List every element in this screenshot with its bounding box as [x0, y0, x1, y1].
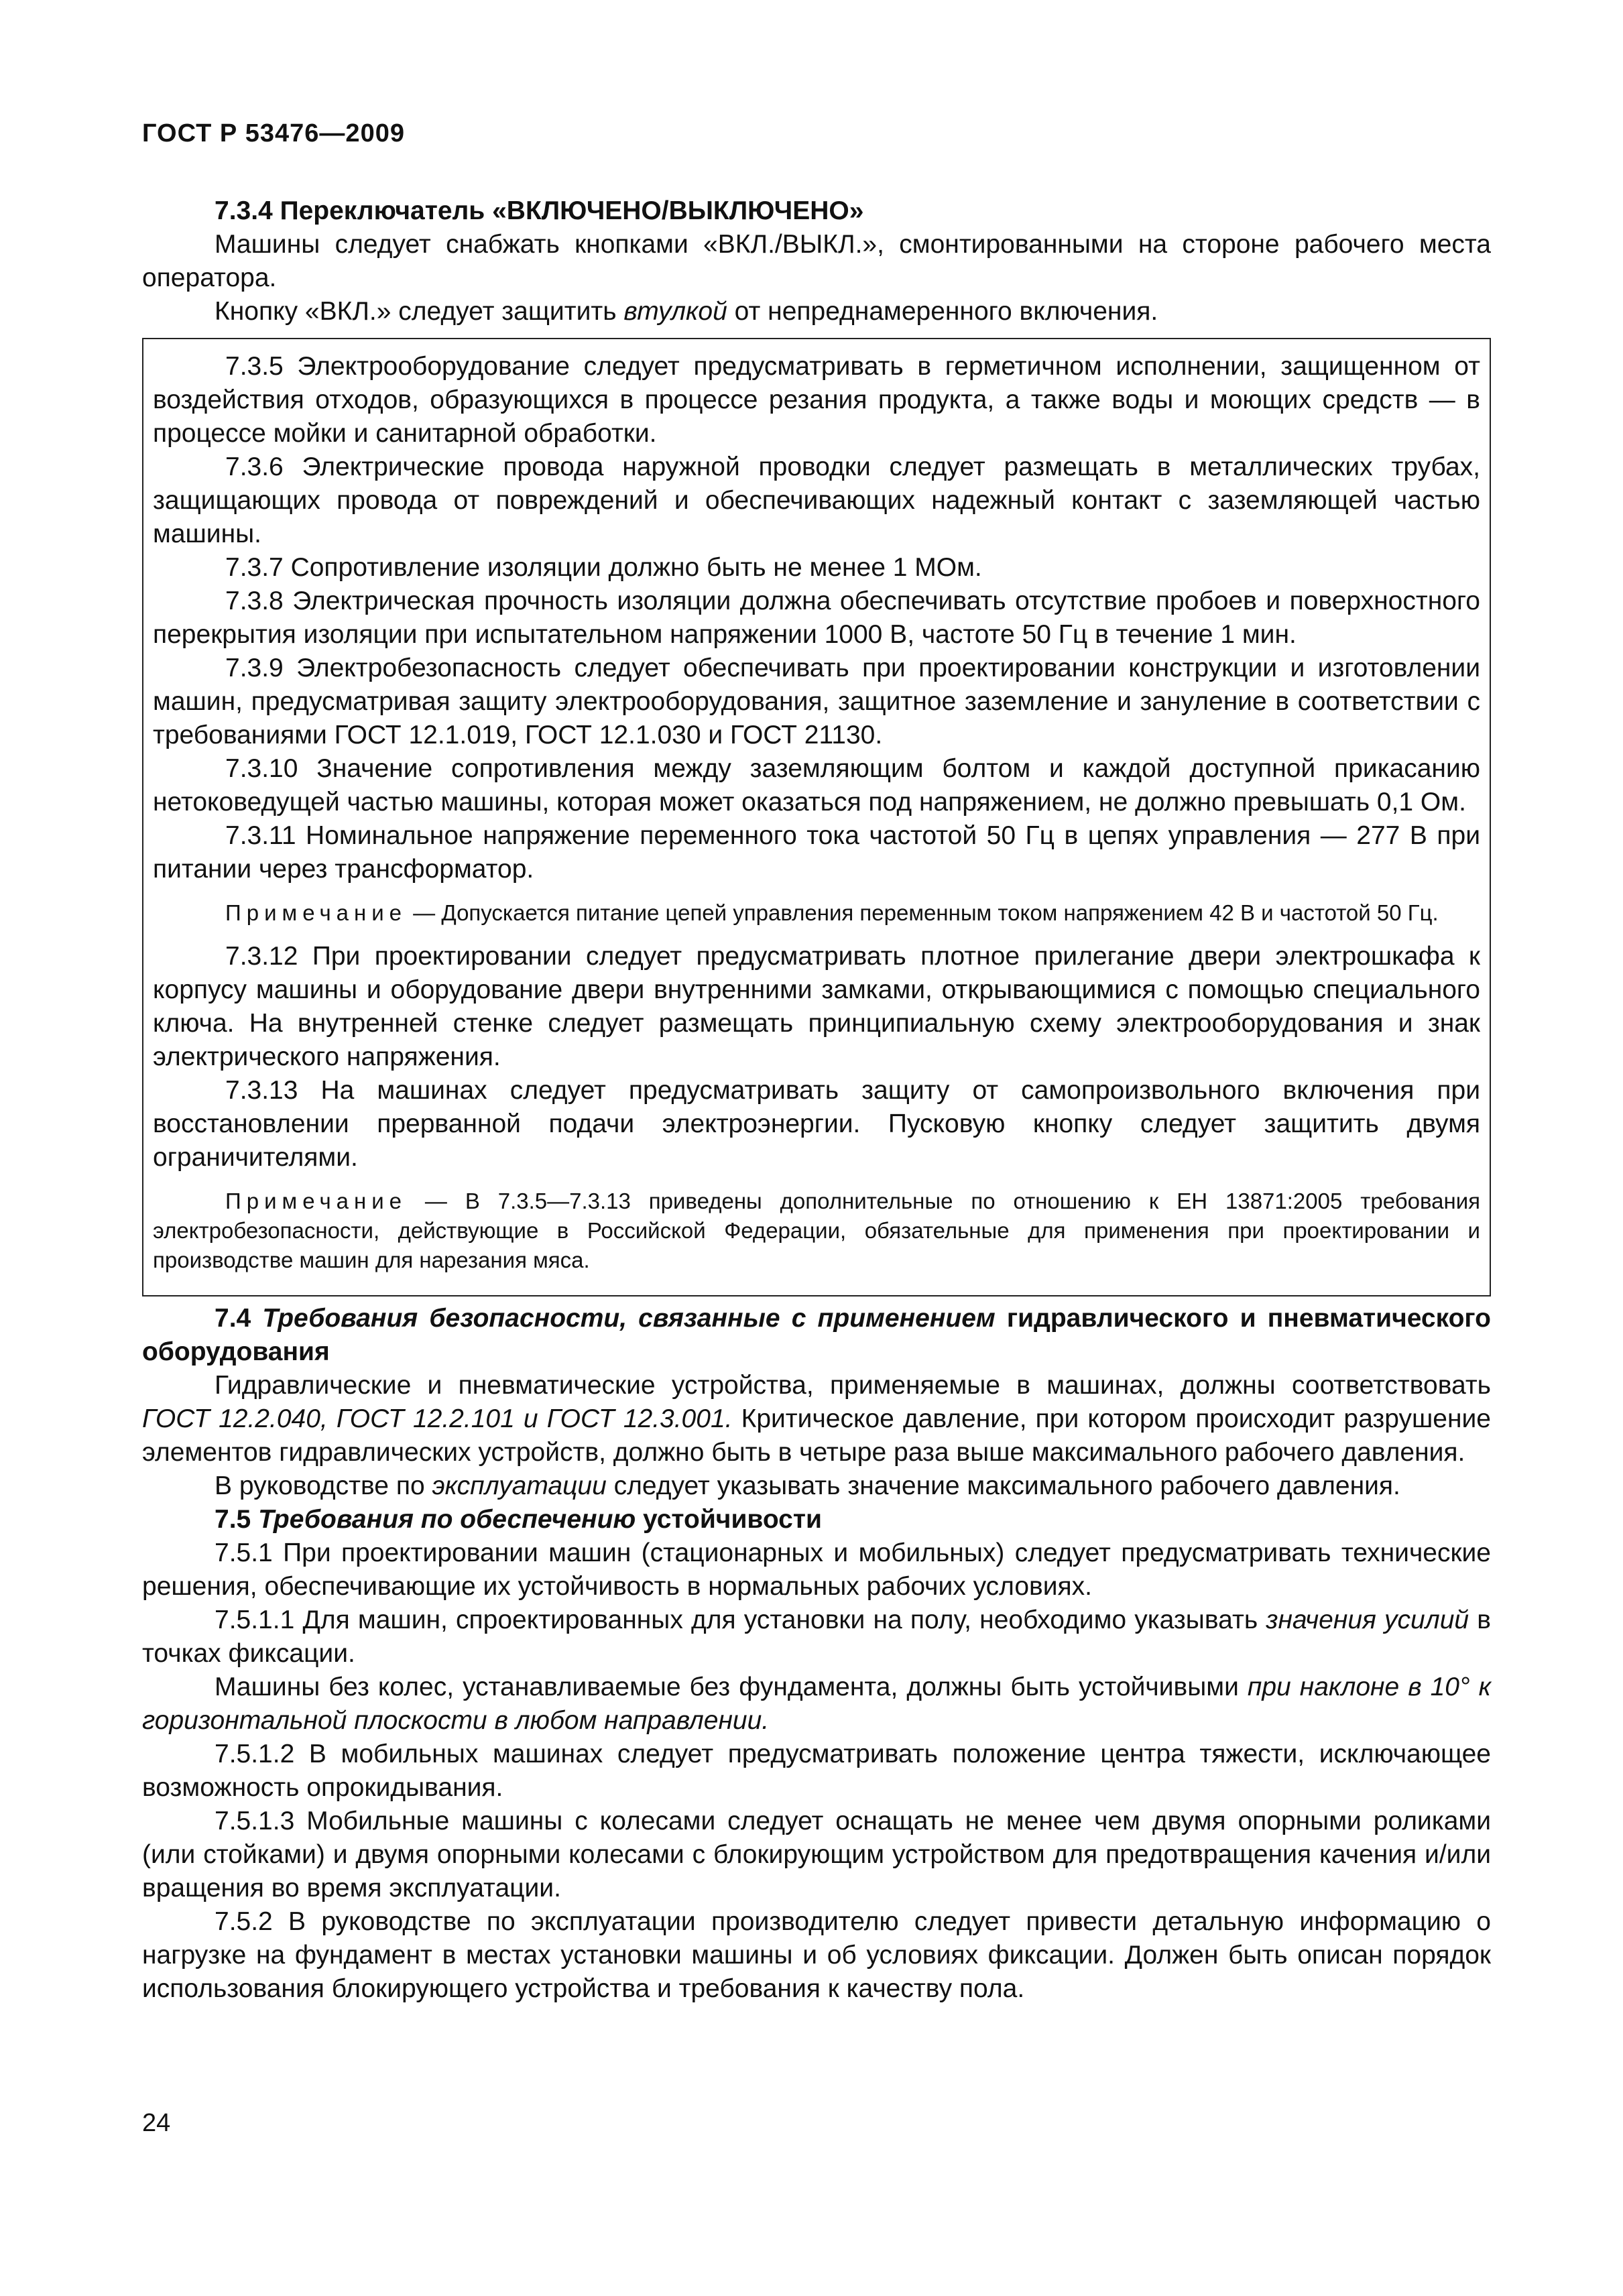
text-run: от непреднамеренного включения.: [727, 297, 1158, 326]
note-1: [153, 898, 1480, 928]
clause-7-5-1-3: 7.5.1.3 Мобильные машины с колесами следует оснащать не менее чем двумя опорными роликами (или стойками) и двумя опорными колесами с блокирующим устройством для предотвращения качения и/или вращения во время эксплуатации.: [142, 1807, 1491, 1902]
text-run: Критическое давление, при котором происходит разрушение элементов гидравлических устройств, должно быть в четыре раза выше максимального рабочего давления.: [142, 1404, 1491, 1467]
clause-7-3-12: 7.3.12 При проектировании следует предусматривать плотное прилегание двери электрошкафа к корпусу машины и оборудование двери внутренними замками, открывающимися с помощью специального ключа. На внутренней стенке следует размещать принципиальную схему электрооборудования и знак электрического напряжения.: [153, 942, 1480, 1071]
clause-7-5-1-1: [142, 1604, 1491, 1671]
italic-term: эксплуатации: [432, 1471, 607, 1500]
paragraph-machines-without-wheels: [142, 1671, 1491, 1738]
text-run: Гидравлические и пневматические устройства, применяемые в машинах, должны соответствовать: [215, 1371, 1491, 1400]
clause-7-5-1: 7.5.1 При проектировании машин (стационарных и мобильных) следует предусматривать технические решения, обеспечивающие их устойчивость в нормальных рабочих условиях.: [142, 1538, 1491, 1601]
section-title-italic: Требования по обеспечению: [258, 1505, 636, 1534]
clause-7-3-8: 7.3.8 Электрическая прочность изоляции должна обеспечивать отсутствие пробоев и поверхностного перекрытия изоляции при испытательном напряжении 1000 В, частоте 50 Гц в течение 1 мин.: [153, 587, 1480, 649]
section-title-italic: Требования безопасности, связанные с применением: [262, 1304, 996, 1333]
text-run: Машины без колес, устанавливаемые без фундамента, должны быть устойчивыми: [215, 1673, 1248, 1701]
section-7-3-4-paragraph-2: [142, 295, 1491, 328]
note-text: — В 7.3.5—7.3.13 приведены дополнительные по отношению к ЕН 13871:2005 требования электробезопасности, действующие в Российской Федерации, обязательные для применения при проектировании и производстве машин для нарезания мяса.: [153, 1189, 1480, 1272]
clause-7-3-6: 7.3.6 Электрические провода наружной проводки следует размещать в металлических трубах, защищающих провода от повреждений и обеспечивающих надежный контакт с заземляющей частью машины.: [153, 452, 1480, 548]
section-7-3-4-title: 7.3.4 Переключатель «ВКЛЮЧЕНО/ВЫКЛЮЧЕНО»: [215, 196, 864, 225]
document-id-header: ГОСТ Р 53476—2009: [142, 119, 405, 147]
clause-7-5-1-2: 7.5.1.2 В мобильных машинах следует предусматривать положение центра тяжести, исключающее возможность опрокидывания.: [142, 1740, 1491, 1802]
clause-7-5-2: 7.5.2 В руководстве по эксплуатации производителю следует привести детальную информацию о нагрузке на фундамент в местах установки машины и об условиях фиксации. Должен быть описан порядок использования блокирующего устройства и требования к качеству пола.: [142, 1907, 1491, 2003]
section-number: 7.5: [215, 1505, 259, 1534]
section-title-bold: устойчивости: [636, 1505, 822, 1534]
clause-7-3-13: 7.3.13 На машинах следует предусматривать защиту от самопроизвольного включения при восстановлении прерванной подачи электроэнергии. Пусковую кнопку следует защитить двумя ограничителями.: [153, 1076, 1480, 1172]
page-number: 24: [142, 2109, 171, 2137]
text-run: 7.5.1.1 Для машин, спроектированных для установки на полу, необходимо указывать: [215, 1606, 1266, 1634]
italic-reference: ГОСТ 12.2.040, ГОСТ 12.2.101 и ГОСТ 12.3.001.: [142, 1404, 733, 1433]
section-7-5-title: [142, 1503, 1491, 1536]
document-body: [142, 194, 1491, 2006]
note-2: [153, 1187, 1480, 1275]
clause-7-3-11: 7.3.11 Номинальное напряжение переменного тока частотой 50 Гц в цепях управления — 277 В при питании через трансформатор.: [153, 821, 1480, 884]
italic-term: втулкой: [623, 297, 727, 326]
note-label: Примечание: [225, 1189, 408, 1213]
section-number: 7.4: [215, 1304, 263, 1333]
text-run: В руководстве по: [215, 1471, 432, 1500]
section-title-bold: гидравлического и пневматического оборудования: [142, 1304, 1491, 1366]
clause-7-3-5: 7.3.5 Электрооборудование следует предусматривать в герметичном исполнении, защищенном от воздействия отходов, образующихся в процессе резания продукта, а также воды и моющих средств — в процессе мойки и санитарной обработки.: [153, 352, 1480, 448]
italic-term: значения усилий: [1266, 1606, 1469, 1634]
framed-additions-box: [142, 338, 1491, 1296]
note-label: Примечание: [225, 900, 408, 925]
clause-7-3-7: 7.3.7 Сопротивление изоляции должно быть не менее 1 МОм.: [225, 553, 982, 582]
text-run: Кнопку «ВКЛ.» следует защитить: [215, 297, 624, 326]
italic-term: при наклоне в 10° к горизонтальной плоскости в любом направлении.: [142, 1673, 1492, 1735]
section-7-4-title: [142, 1302, 1491, 1369]
clause-7-3-10: 7.3.10 Значение сопротивления между заземляющим болтом и каждой доступной прикасанию нетоковедущей частью машины, которая может оказаться под напряжением, не должно превышать 0,1 Ом.: [153, 754, 1480, 817]
section-7-4-paragraph-2: [142, 1469, 1491, 1503]
section-7-4-paragraph-1: [142, 1369, 1491, 1469]
text-run: в точках фиксации.: [142, 1606, 1491, 1668]
clause-7-3-9: 7.3.9 Электробезопасность следует обеспечивать при проектировании конструкции и изготовлении машин, предусматривая защиту электрооборудования, защитное заземление и зануление в соответствии с требованиями ГОСТ 12.1.019, ГОСТ 12.1.030 и ГОСТ 21130.: [153, 654, 1480, 749]
note-text: — Допускается питание цепей управления переменным током напряжением 42 В и частотой 50 Гц.: [407, 900, 1439, 925]
text-run: следует указывать значение максимального рабочего давления.: [606, 1471, 1400, 1500]
section-7-3-4-paragraph-1: Машины следует снабжать кнопками «ВКЛ./ВЫКЛ.», смонтированными на стороне рабочего места оператора.: [142, 230, 1491, 292]
